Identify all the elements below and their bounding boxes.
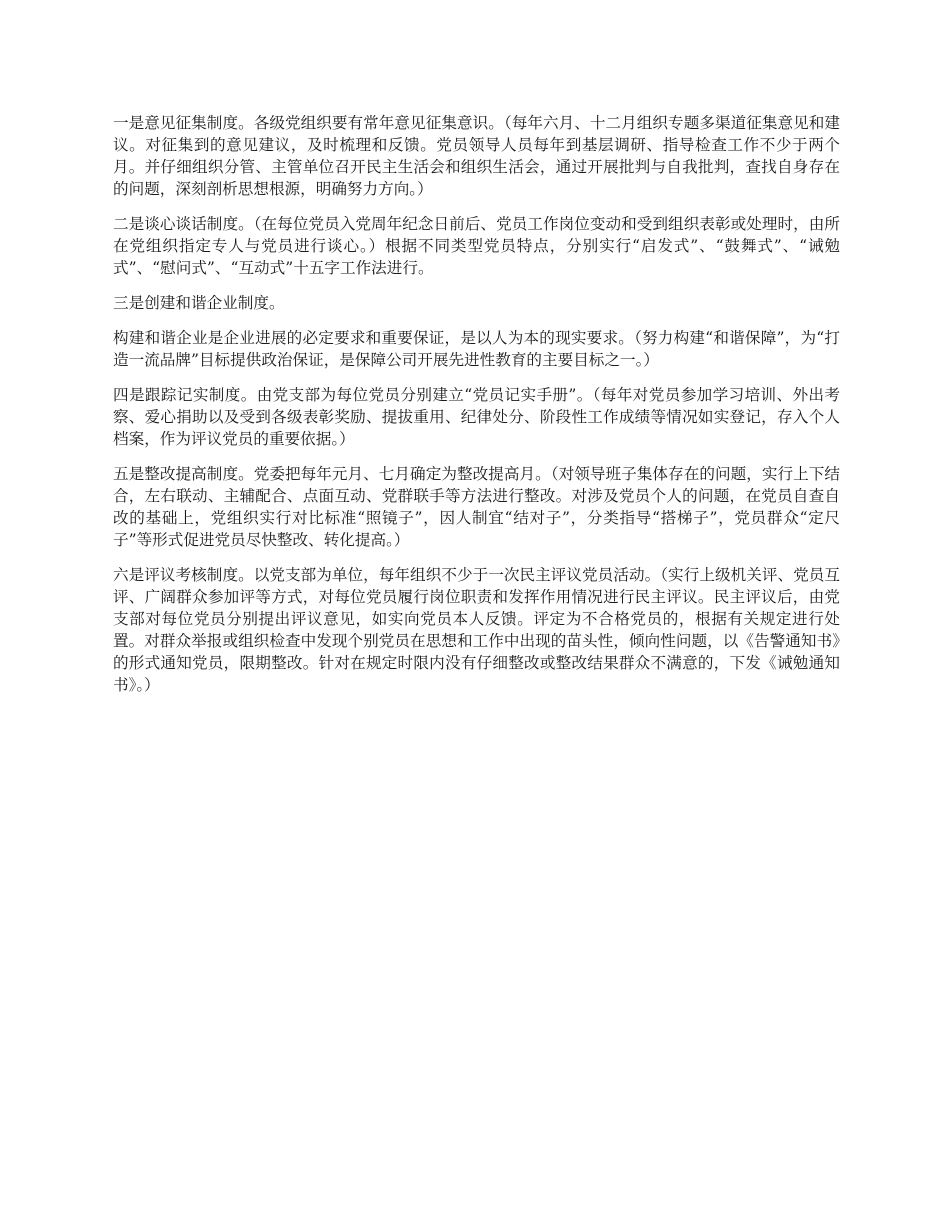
paragraph-rectification: 五是整改提高制度。党委把每年元月、七月确定为整改提高月。（对领导班子集体存在的问题，实行上下结合，左右联动、主辅配合、点面互动、党群联手等方法进行整改。对涉及党员个人的问题，在党员自查自改的基础上，党组织实行对比标准“照镜子”，因人制宜“结对子”，分类指导“搭梯子”，党员群众“定尺子”等形式促进党员尽快整改、转化提高。） bbox=[113, 465, 840, 549]
paragraph-opinion-collection: 一是意见征集制度。各级党组织要有常年意见征集意识。（每年六月、十二月组织专题多渠道征集意见和建议。对征集到的意见建议，及时梳理和反馈。党员领导人员每年到基层调研、指导检查工作不少于两个月。并仔细组织分管、主管单位召开民主生活会和组织生活会，通过开展批判与自我批判，查找自身存在的问题，深刻剖析思想根源，明确努力方向。） bbox=[113, 114, 840, 198]
paragraph-tracking-record: 四是跟踪记实制度。由党支部为每位党员分别建立“党员记实手册”。（每年对党员参加学习培训、外出考察、爱心捐助以及受到各级表彰奖励、提拔重用、纪律处分、阶段性工作成绩等情况如实登记，存入个人档案，作为评议党员的重要依据。） bbox=[113, 386, 840, 448]
document-body bbox=[113, 112, 840, 709]
paragraph-harmonious-enterprise: 构建和谐企业是企业进展的必定要求和重要保证，是以人为本的现实要求。（努力构建“和谐保障”，为“打造一流品牌”目标提供政治保证，是保障公司开展先进性教育的主要目标之一。） bbox=[113, 329, 840, 369]
paragraph-heart-to-heart-talk: 二是谈心谈话制度。（在每位党员入党周年纪念日前后、党员工作岗位变动和受到组织表彰或处理时，由所在党组织指定专人与党员进行谈心。）根据不同类型党员特点，分别实行“启发式”、“鼓舞式”、“诫勉式”、“慰问式”、“互动式”十五字工作法进行。 bbox=[113, 215, 840, 277]
paragraph-evaluation-assessment: 六是评议考核制度。以党支部为单位，每年组织不少于一次民主评议党员活动。（实行上级机关评、党员互评、广阔群众参加评等方式，对每位党员履行岗位职责和发挥作用情况进行民主评议。民主评议后，由党支部对每位党员分别提出评议意见，如实向党员本人反馈。评定为不合格党员的，根据有关规定进行处置。对群众举报或组织检查中发现个别党员在思想和工作中出现的苗头性，倾向性问题，以《告警通知书》的形式通知党员，限期整改。针对在规定时限内没有仔细整改或整改结果群众不满意的，下发《诫勉通知书》。） bbox=[113, 566, 840, 694]
paragraph-harmonious-enterprise-heading: 三是创建和谐企业制度。 bbox=[113, 294, 285, 312]
